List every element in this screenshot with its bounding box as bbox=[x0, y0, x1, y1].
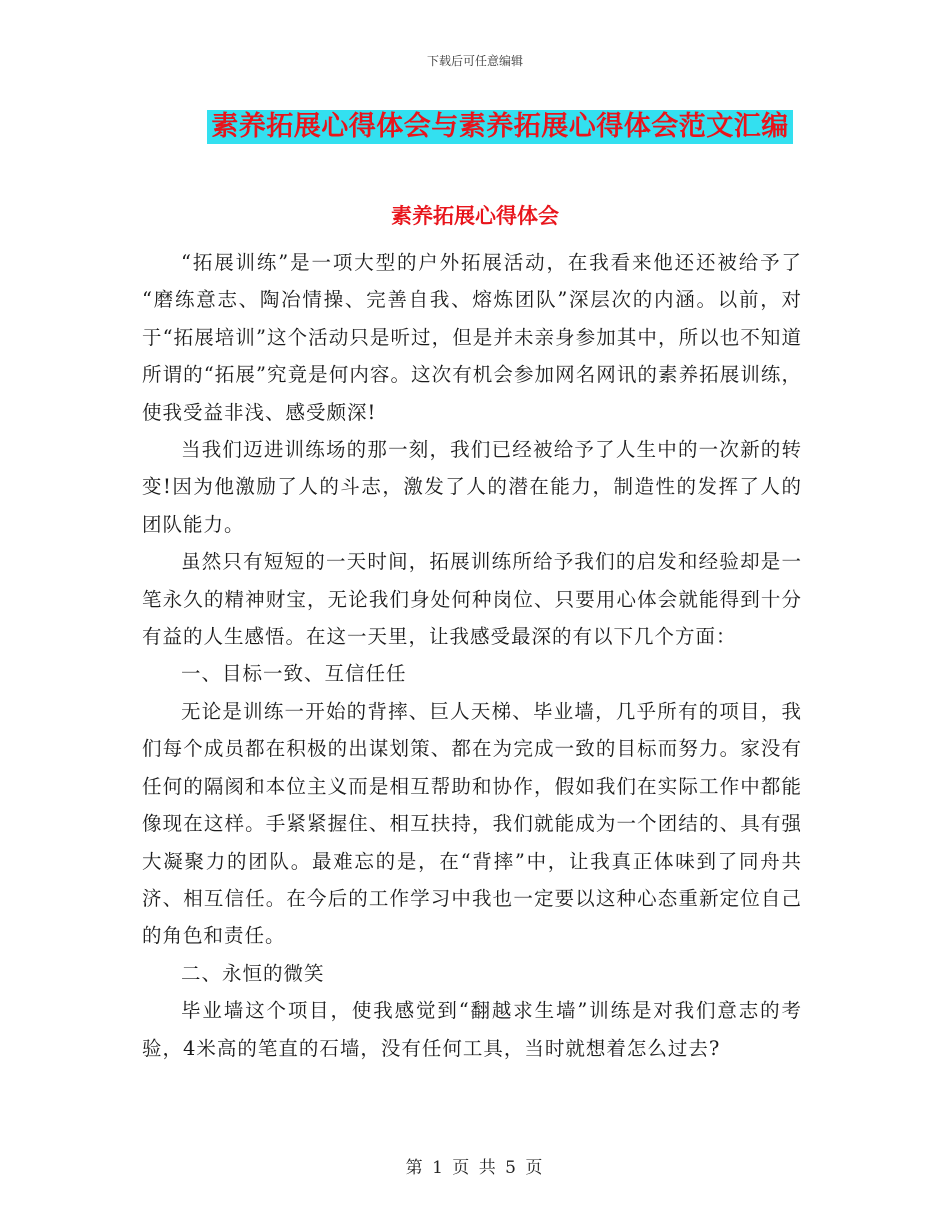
paragraph: 当我们迈进训练场的那一刻，我们已经被给予了人生中的一次新的转变!因为他激励了人的斗志，激发了人的潜在能力，制造性的发挥了人的团队能力。 bbox=[142, 438, 802, 536]
section-heading: 一、目标一致、互信任任 bbox=[181, 662, 407, 686]
main-title-wrap bbox=[0, 110, 950, 144]
body-text bbox=[142, 244, 802, 1067]
paragraph: 无论是训练一开始的背摔、巨人天梯、毕业墙，几乎所有的项目，我们每个成员都在积极的出谋划策、都在为完成一致的目标而努力。家没有任何的隔阂和本位主义而是相互帮助和协作，假如我们在实际工作中都能像现在这样。手紧紧握住、相互扶持，我们就能成为一个团结的、具有强大凝聚力的团队。最难忘的是，在“背摔”中，让我真正体味到了同舟共济、相互信任。在今后的工作学习中我也一定要以这种心态重新定位自己的角色和责任。 bbox=[142, 699, 802, 948]
header-note: 下载后可任意编辑 bbox=[426, 54, 523, 68]
section-title: 素养拓展心得体会 bbox=[391, 204, 559, 228]
main-title: 素养拓展心得体会与素养拓展心得体会范文汇编 bbox=[207, 110, 793, 144]
paragraph: “拓展训练”是一项大型的户外拓展活动，在我看来他还还被给予了 “磨练意志、陶冶情操、完善自我、熔炼团队”深层次的内涵。以前，对于“拓展培训”这个活动只是听过，但是并未亲身参加其中，所以也不知道所谓的“拓展”究竟是何内容。这次有机会参加网名网讯的素养拓展训练，使我受益非浅、感受颇深! bbox=[142, 251, 802, 424]
paragraph: 毕业墙这个项目，使我感觉到“翻越求生墙”训练是对我们意志的考验，4米高的笔直的石墙，没有任何工具，当时就想着怎么过去? bbox=[142, 999, 802, 1060]
section-heading: 二、永恒的微笑 bbox=[181, 961, 325, 985]
paragraph: 虽然只有短短的一天时间，拓展训练所给予我们的启发和经验却是一笔永久的精神财宝，无论我们身处何种岗位、只要用心体会就能得到十分有益的人生感悟。在这一天里，让我感受最深的有以下几个方面： bbox=[142, 550, 802, 649]
page-number-footer: 第 1 页 共 5 页 bbox=[405, 1158, 545, 1178]
